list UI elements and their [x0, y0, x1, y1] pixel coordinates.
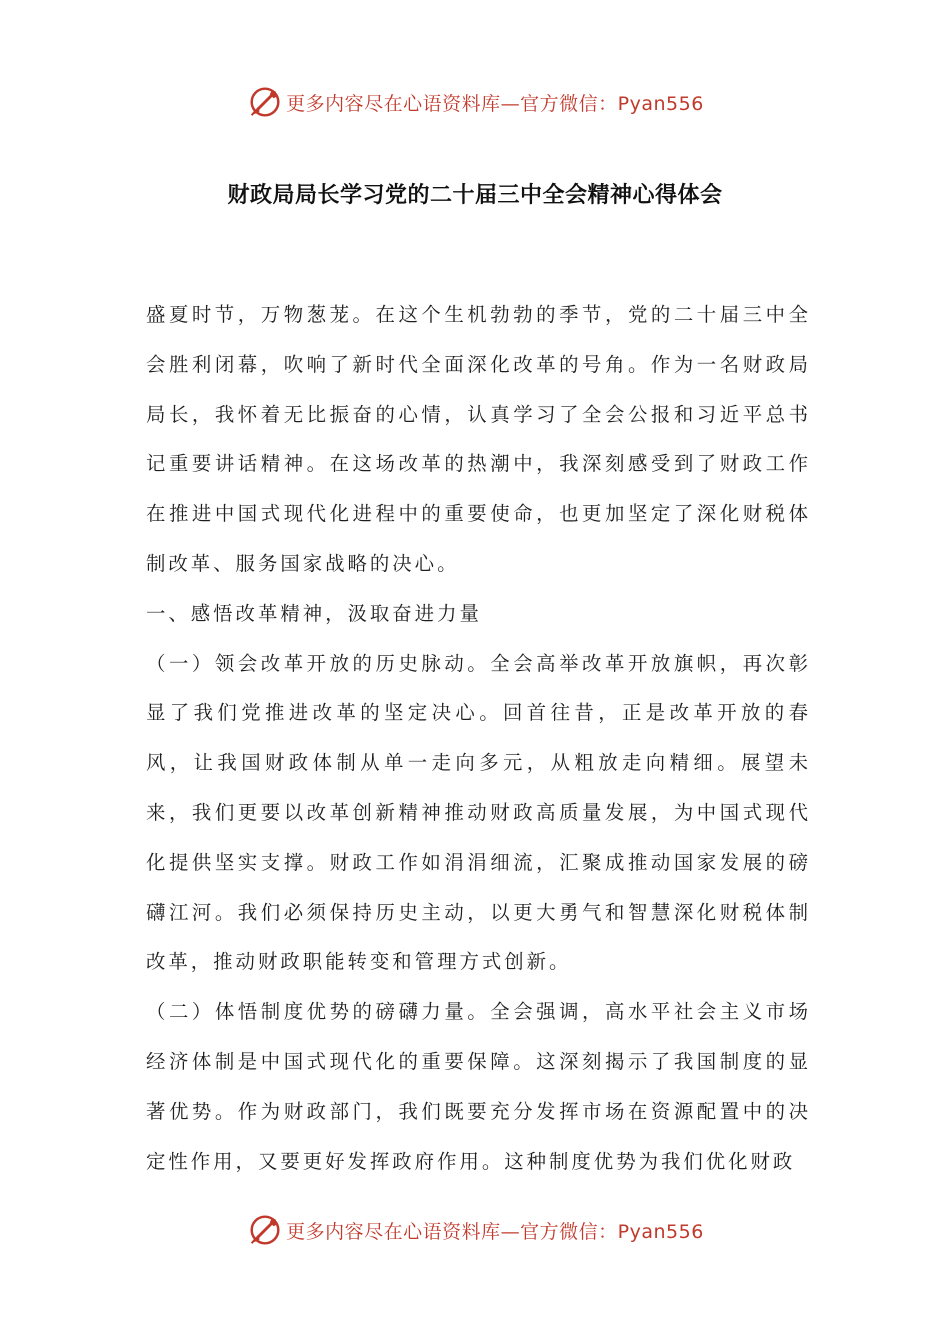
paragraph-intro: 盛夏时节，万物葱茏。在这个生机勃勃的季节，党的二十届三中全会胜利闭幕，吹响了新时代全面深化改革的号角。作为一名财政局局长，我怀着无比振奋的心情，认真学习了全会公报和习近平总书记重要讲话精神。在这场改革的热潮中，我深刻感受到了财政工作在推进中国式现代化进程中的重要使命，也更加坚定了深化财税体制改革、服务国家战略的决心。: [146, 303, 811, 575]
banner-main-text: 更多内容尽在心语资料库—: [286, 92, 521, 115]
section-heading: 一、感悟改革精神，汲取奋进力量: [146, 601, 482, 625]
banner-contact-text: 官方微信：Pyan556: [520, 92, 704, 115]
banner-main-text: 更多内容尽在心语资料库—: [286, 1220, 521, 1243]
document-body: [146, 290, 811, 1186]
header-watermark-banner: [0, 80, 950, 124]
pen-logo-icon: [246, 83, 284, 121]
footer-watermark-banner: [0, 1208, 950, 1252]
paragraph-point-2: （二）体悟制度优势的磅礴力量。全会强调，高水平社会主义市场经济体制是中国式现代化的重要保障。这深刻揭示了我国制度的显著优势。作为财政部门，我们既要充分发挥市场在资源配置中的决定性作用，又要更好发挥政府作用。这种制度优势为我们优化财政: [146, 1000, 811, 1173]
banner-contact-text: 官方微信：Pyan556: [520, 1220, 704, 1243]
document-title: 财政局局长学习党的二十届三中全会精神心得体会: [227, 183, 723, 208]
pen-logo-icon: [246, 1211, 284, 1249]
paragraph-point-1: （一）领会改革开放的历史脉动。全会高举改革开放旗帜，再次彰显了我们党推进改革的坚定决心。回首往昔，正是改革开放的春风，让我国财政体制从单一走向多元，从粗放走向精细。展望未来，我们更要以改革创新精神推动财政高质量发展，为中国式现代化提供坚实支撑。财政工作如涓涓细流，汇聚成推动国家发展的磅礴江河。我们必须保持历史主动，以更大勇气和智慧深化财税体制改革，推动财政职能转变和管理方式创新。: [146, 651, 811, 974]
